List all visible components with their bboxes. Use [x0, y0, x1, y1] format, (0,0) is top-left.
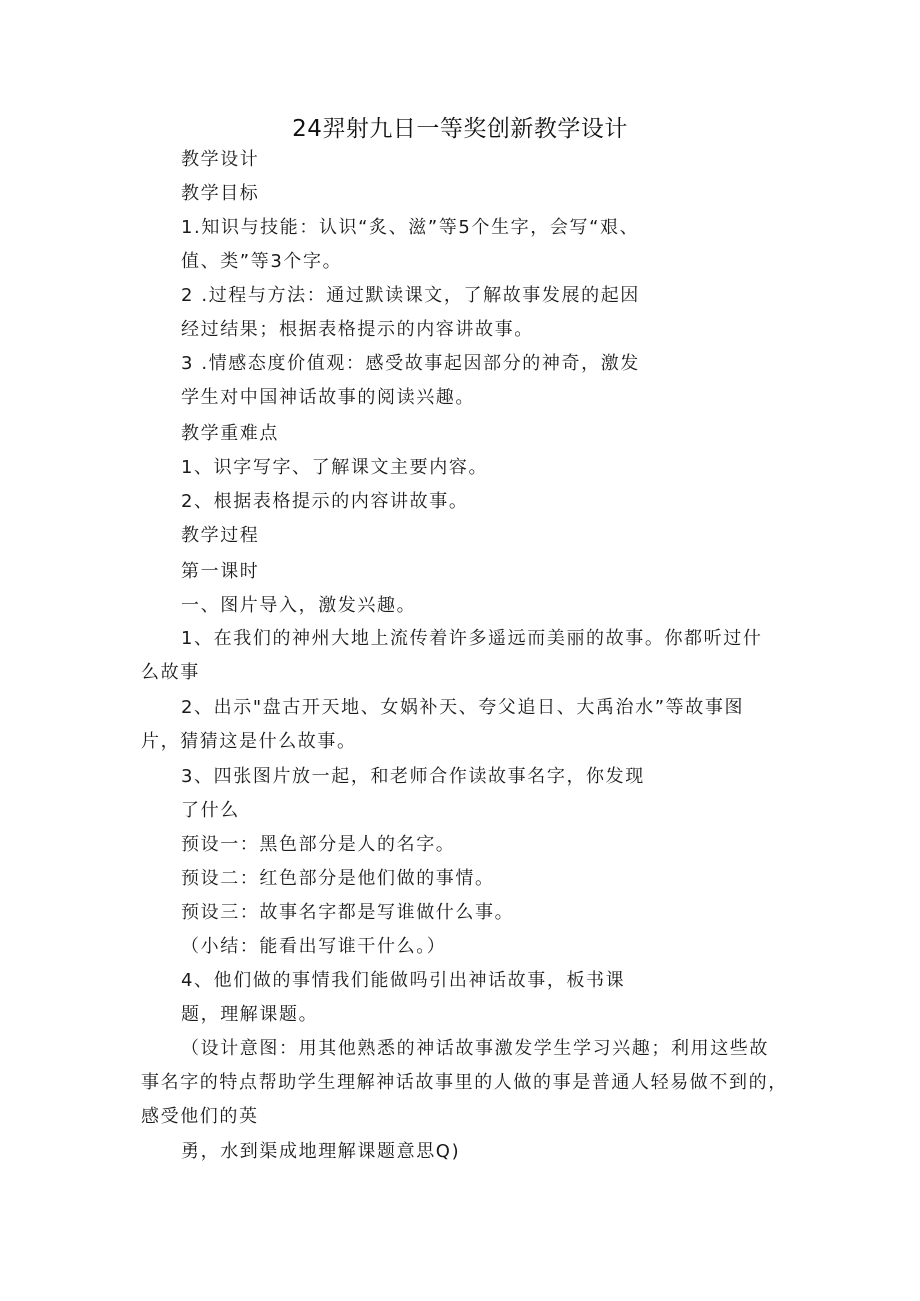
paragraph-line: （设计意图：用其他熟悉的神话故事激发学生学习兴趣；利用这些故 — [181, 1038, 769, 1059]
paragraph-line: 了什么 — [181, 800, 240, 821]
paragraph-line: 1、在我们的神州大地上流传着许多遥远而美丽的故事。你都听过什 — [181, 628, 763, 649]
paragraph-line: 一、图片导入，激发兴趣。 — [181, 595, 417, 616]
paragraph-line: 1.知识与技能：认识“炙、滋”等5个生字，会写“艰、 — [181, 217, 640, 238]
paragraph-line: 4、他们做的事情我们能做吗引出神话故事，板书课 — [181, 970, 626, 991]
paragraph-line: 3、四张图片放一起，和老师合作读故事名字，你发现 — [181, 766, 645, 787]
paragraph-line: 片，猜猜这是什么故事。 — [141, 731, 357, 752]
paragraph-line: 2、根据表格提示的内容讲故事。 — [181, 491, 469, 512]
section-heading: 第一课时 — [181, 561, 260, 582]
paragraph-line: 么故事 — [141, 662, 200, 683]
paragraph-line: （小结：能看出写谁干什么。） — [181, 936, 447, 957]
paragraph-line: 事名字的特点帮助学生理解神话故事里的人做的事是普通人轻易做不到的， — [141, 1072, 788, 1093]
paragraph-line: 2 .过程与方法：通过默读课文，了解故事发展的起因 — [181, 285, 640, 306]
paragraph-line: 2、出示"盘古开天地、女娲补天、夸父追日、大禹治水”等故事图 — [181, 697, 745, 718]
paragraph-line: 学生对中国神话故事的阅读兴趣。 — [181, 387, 475, 408]
paragraph-line: 感受他们的英 — [141, 1106, 259, 1127]
section-heading: 教学目标 — [181, 183, 260, 204]
paragraph-line: 预设一：黑色部分是人的名字。 — [181, 834, 456, 855]
paragraph-line: 值、类”等3个字。 — [181, 251, 343, 272]
section-heading: 教学设计 — [181, 149, 260, 170]
paragraph-line: 经过结果；根据表格提示的内容讲故事。 — [181, 319, 534, 340]
paragraph-line: 题，理解课题。 — [181, 1004, 319, 1025]
paragraph-line: 预设三：故事名字都是写谁做什么事。 — [181, 902, 515, 923]
paragraph-line: 1、识字写字、了解课文主要内容。 — [181, 457, 489, 478]
section-heading: 教学过程 — [181, 525, 260, 546]
paragraph-line: 预设二：红色部分是他们做的事情。 — [181, 868, 495, 889]
paragraph-line: 3 .情感态度价值观：感受故事起因部分的神奇，激发 — [181, 353, 640, 374]
document-title: 24羿射九日一等奖创新教学设计 — [292, 116, 628, 142]
section-heading: 教学重难点 — [181, 423, 279, 444]
paragraph-line: 勇，水到渠成地理解课题意思Q) — [181, 1141, 461, 1162]
